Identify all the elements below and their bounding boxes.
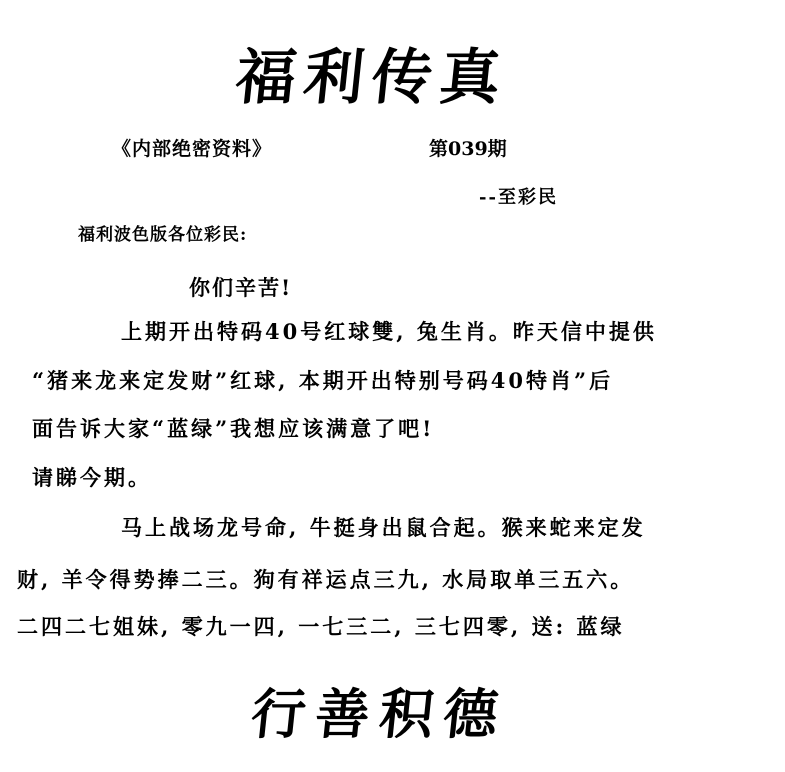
body-line: “猪来龙来定发财”红球, 本期开出特别号码40特肖”后 [32, 368, 614, 393]
issue-number: 第039期 [429, 138, 507, 160]
body-line: 请睇今期。 [32, 465, 152, 490]
page-title: 福利传真 [232, 43, 512, 113]
body-line: 面告诉大家“蓝绿”我想应该满意了吧! [32, 416, 435, 441]
greeting: 你们辛苦! [189, 275, 293, 300]
footer-motto: 行善积德 [248, 682, 511, 746]
document-subtitle: 《内部绝密资料》 [112, 138, 273, 160]
signature: --至彩民 [479, 187, 558, 208]
body-line: 二四二七姐妹, 零九一四, 一七三二, 三七四零, 送: 蓝绿 [17, 614, 625, 639]
body-line: 马上战场龙号命, 牛挺身出鼠合起。猴来蛇来定发 [121, 515, 646, 540]
body-line: 上期开出特码40号红球雙, 兔生肖。昨天信中提供 [121, 319, 657, 344]
body-line: 财, 羊令得势捧二三。狗有祥运点三九, 水局取单三五六。 [17, 567, 635, 592]
salutation: 福利波色版各位彩民: [78, 225, 248, 245]
